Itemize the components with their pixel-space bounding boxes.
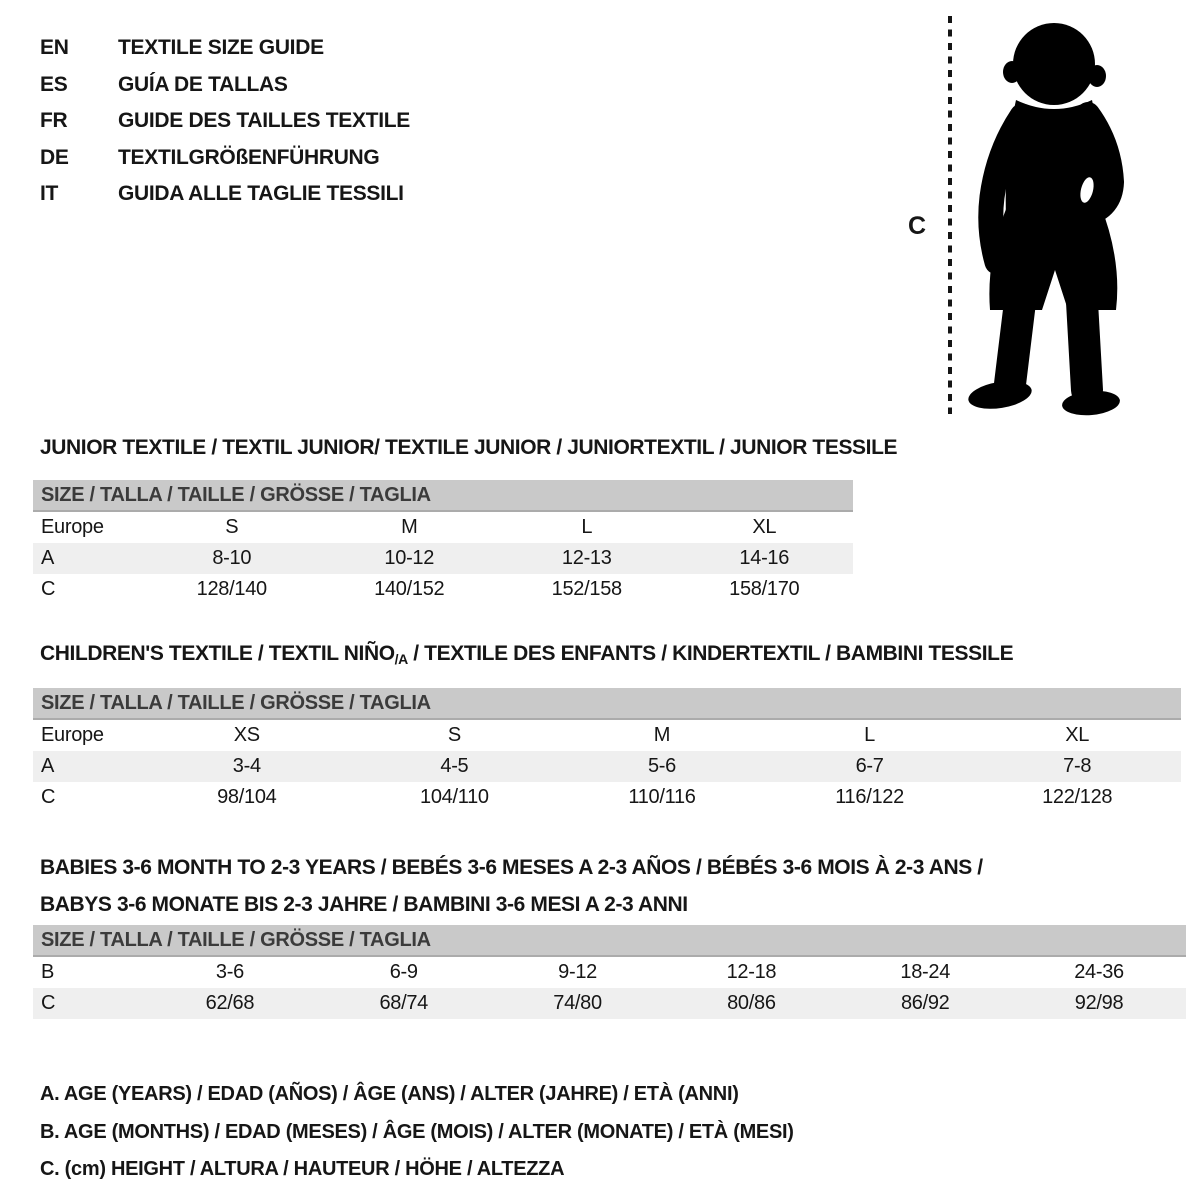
toddler-silhouette-image <box>956 12 1156 417</box>
table-cell: 116/122 <box>835 786 904 808</box>
table-cell: M <box>401 516 418 538</box>
table-cell: L <box>864 724 875 746</box>
language-row <box>40 30 410 67</box>
table-cell: 12-18 <box>726 961 777 983</box>
babies-row-b <box>33 957 1186 988</box>
children-size-header-bar: SIZE / TALLA / TAILLE / GRÖSSE / TAGLIA <box>33 688 1181 720</box>
row-label: C <box>41 578 56 600</box>
table-cell: 14-16 <box>739 547 790 569</box>
table-cell: 104/110 <box>420 786 489 808</box>
table-cell: XL <box>752 516 777 538</box>
table-cell: 5-6 <box>647 755 676 777</box>
row-label: Europe <box>41 516 104 538</box>
junior-size-table <box>33 480 853 605</box>
table-cell: XS <box>233 724 260 746</box>
row-label: B <box>41 961 55 983</box>
language-title: GUIDE DES TAILLES TEXTILE <box>118 109 410 133</box>
section-title-children <box>40 642 1013 667</box>
table-cell: XL <box>1065 724 1090 746</box>
table-cell: 6-7 <box>855 755 884 777</box>
table-cell: 158/170 <box>729 578 800 600</box>
language-row <box>40 103 410 140</box>
title-text: CHILDREN'S TEXTILE / TEXTIL NIÑO <box>40 642 395 665</box>
row-label: C <box>41 992 56 1014</box>
junior-row-a <box>33 543 853 574</box>
babies-size-table <box>33 925 1186 1019</box>
table-cell: 68/74 <box>379 992 429 1014</box>
language-row <box>40 67 410 104</box>
children-row-a <box>33 751 1181 782</box>
language-row <box>40 176 410 213</box>
title-line-1: BABIES 3-6 MONTH TO 2-3 YEARS / BEBÉS 3-6 MESES A 2-3 AÑOS / BÉBÉS 3-6 MOIS À 2-3 ANS / <box>40 856 983 879</box>
table-cell: 62/68 <box>205 992 255 1014</box>
language-code: DE <box>40 145 69 169</box>
table-cell: 92/98 <box>1074 992 1124 1014</box>
table-cell: 110/116 <box>628 786 696 808</box>
table-cell: 86/92 <box>900 992 950 1014</box>
table-cell: S <box>225 516 239 538</box>
legend-line-b: B. AGE (MONTHS) / EDAD (MESES) / ÂGE (MOIS) / ALTER (MONATE) / ETÀ (MESI) <box>40 1120 794 1143</box>
table-cell: 8-10 <box>212 547 252 569</box>
language-title: TEXTILE SIZE GUIDE <box>118 36 324 60</box>
table-cell: M <box>653 724 671 746</box>
table-cell: 74/80 <box>553 992 602 1014</box>
table-cell: 152/158 <box>551 578 622 600</box>
language-title: TEXTILGRÖßENFÜHRUNG <box>118 145 380 169</box>
row-label: C <box>41 786 56 808</box>
title-text: / TEXTILE DES ENFANTS / KINDERTEXTIL / BAMBINI TESSILE <box>407 642 1014 665</box>
children-row-c <box>33 782 1181 813</box>
language-title: GUIDA ALLE TAGLIE TESSILI <box>118 182 404 206</box>
measurement-legend <box>40 1076 794 1189</box>
table-cell: S <box>447 724 461 746</box>
children-size-table <box>33 688 1181 813</box>
language-code: EN <box>40 36 69 60</box>
legend-line-a: A. AGE (YEARS) / EDAD (AÑOS) / ÂGE (ANS) / ALTER (JAHRE) / ETÀ (ANNI) <box>40 1083 739 1105</box>
legend-line-c: C. (cm) HEIGHT / ALTURA / HAUTEUR / HÖHE / ALTEZZA <box>40 1158 565 1180</box>
table-cell: 9-12 <box>558 961 597 983</box>
junior-row-europe <box>33 512 853 543</box>
table-cell: 10-12 <box>384 547 435 569</box>
table-cell: 122/128 <box>1042 786 1113 808</box>
section-title-babies <box>40 849 983 923</box>
language-code: IT <box>40 182 59 206</box>
row-label: A <box>41 547 55 569</box>
junior-size-header-bar: SIZE / TALLA / TAILLE / GRÖSSE / TAGLIA <box>33 480 853 512</box>
language-code: FR <box>40 109 68 133</box>
height-marker-label: C <box>908 212 927 240</box>
language-code: ES <box>40 72 68 96</box>
language-title: GUÍA DE TALLAS <box>118 72 288 96</box>
babies-row-c <box>33 988 1186 1019</box>
table-cell: 7-8 <box>1063 755 1092 777</box>
language-header <box>40 30 410 213</box>
table-cell: 12-13 <box>561 547 612 569</box>
table-cell: 24-36 <box>1074 961 1124 983</box>
table-cell: 18-24 <box>900 961 951 983</box>
table-cell: 98/104 <box>217 786 277 808</box>
table-cell: 140/152 <box>374 578 445 600</box>
table-cell: 128/140 <box>196 578 267 600</box>
table-cell: 6-9 <box>389 961 418 983</box>
table-cell: 3-4 <box>232 755 261 777</box>
height-marker-dashed-line <box>948 16 952 414</box>
row-label: Europe <box>41 724 104 746</box>
measurement-figure <box>890 0 1200 430</box>
table-cell: 4-5 <box>440 755 469 777</box>
title-text: JUNIOR TEXTILE / TEXTIL JUNIOR/ TEXTILE JUNIOR / JUNIORTEXTIL / JUNIOR TESSILE <box>40 436 898 459</box>
table-cell: 80/86 <box>727 992 776 1014</box>
table-cell: L <box>581 516 593 538</box>
table-cell: 3-6 <box>215 961 244 983</box>
section-title-junior <box>40 436 897 461</box>
junior-row-c <box>33 574 853 605</box>
title-line-2: BABYS 3-6 MONATE BIS 2-3 JAHRE / BAMBINI 3-6 MESI A 2-3 ANNI <box>40 893 688 916</box>
babies-size-header-bar: SIZE / TALLA / TAILLE / GRÖSSE / TAGLIA <box>33 925 1186 957</box>
language-row <box>40 140 410 177</box>
title-subscript: /A <box>394 651 408 667</box>
row-label: A <box>41 755 55 777</box>
children-row-europe <box>33 720 1181 751</box>
